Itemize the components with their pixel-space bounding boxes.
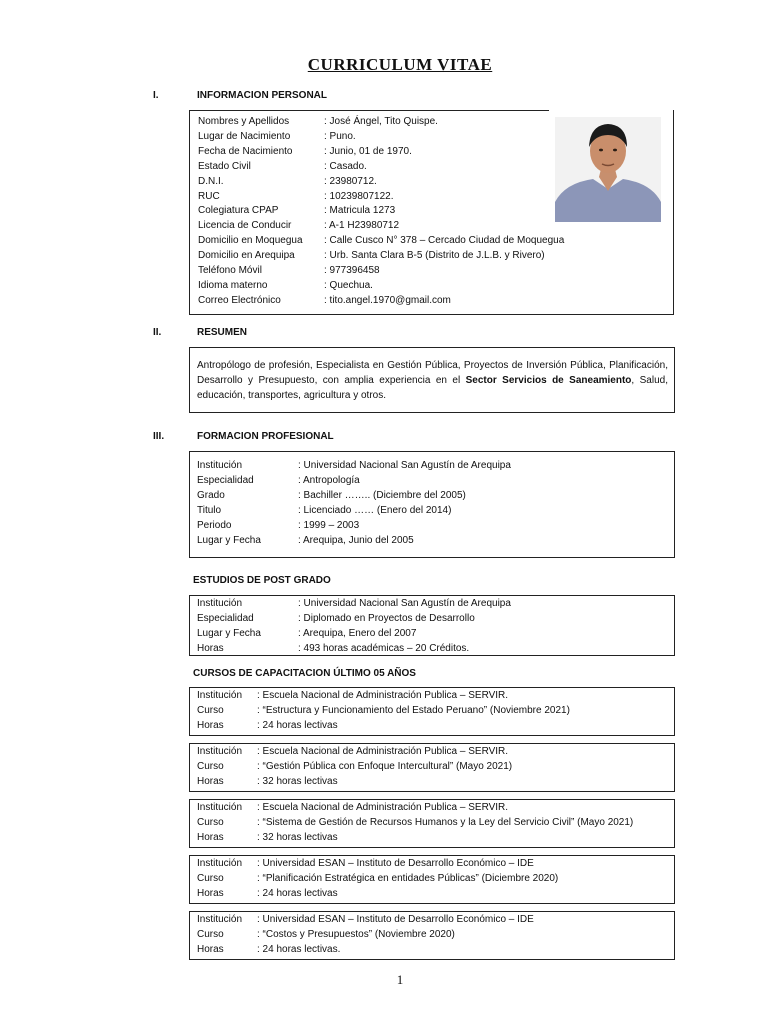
course-field-value: : “Planificación Estratégica en entidades Públicas” (Diciembre 2020) [257, 873, 559, 884]
profile-photo [555, 117, 661, 222]
course-field-label: Horas [197, 832, 224, 843]
personal-field-value: : A-1 H23980712 [324, 220, 400, 232]
course-field-label: Institución [197, 746, 243, 757]
postgrad-field-value: : Arequipa, Enero del 2007 [298, 628, 417, 639]
personal-field-label: Licencia de Conducir [198, 220, 292, 232]
postgrad-field-label: Especialidad [197, 613, 254, 624]
section-number-education: III. [153, 431, 165, 442]
course-field-label: Curso [197, 929, 224, 940]
education-field-value: : Licenciado …… (Enero del 2014) [298, 505, 452, 516]
postgrad-field-value: : Universidad Nacional San Agustín de Arequipa [298, 598, 511, 609]
personal-field-label: Fecha de Nacimiento [198, 145, 293, 157]
personal-field-label: Estado Civil [198, 160, 251, 172]
course-field-label: Curso [197, 761, 224, 772]
education-field-label: Periodo [197, 520, 232, 531]
course-field-value: : 32 horas lectivas [257, 776, 338, 787]
postgrad-field-label: Institución [197, 598, 243, 609]
personal-field-value: : Matricula 1273 [324, 205, 396, 217]
course-field-value: : Escuela Nacional de Administración Publica – SERVIR. [257, 802, 509, 813]
course-field-value: : Escuela Nacional de Administración Publica – SERVIR. [257, 746, 509, 757]
personal-field-value: : 977396458 [324, 265, 380, 276]
personal-field-label: Colegiatura CPAP [198, 205, 279, 217]
courses-title: CURSOS DE CAPACITACION ÚLTIMO 05 AÑOS [193, 668, 416, 679]
section-title-education: FORMACION PROFESIONAL [197, 431, 334, 442]
education-field-value: : Universidad Nacional San Agustín de Arequipa [298, 460, 511, 471]
course-field-value: : Universidad ESAN – Instituto de Desarrollo Económico – IDE [257, 858, 534, 869]
course-field-label: Institución [197, 802, 243, 813]
personal-field-value: : Quechua. [324, 279, 373, 291]
personal-field-label: Nombres y Apellidos [198, 116, 290, 127]
course-field-label: Horas [197, 776, 224, 787]
section-title-personal: INFORMACION PERSONAL [197, 90, 327, 101]
course-field-value: : “Estructura y Funcionamiento del Estado Peruano” (Noviembre 2021) [257, 705, 570, 716]
course-field-label: Horas [197, 720, 224, 731]
personal-field-label: RUC [198, 190, 220, 202]
section-title-summary: RESUMEN [197, 327, 248, 338]
postgrad-field-label: Lugar y Fecha [197, 628, 261, 639]
personal-field-value: : 23980712. [324, 175, 377, 187]
page-number: 1 [396, 972, 404, 987]
course-field-label: Curso [197, 817, 224, 828]
personal-field-value: : Casado. [324, 160, 367, 172]
course-field-value: : 24 horas lectivas [257, 720, 338, 731]
course-field-label: Institución [197, 914, 243, 925]
education-field-label: Grado [197, 490, 225, 501]
document-title: CURRICULUM VITAE [307, 55, 493, 74]
course-field-label: Curso [197, 873, 224, 884]
personal-field-label: Teléfono Móvil [198, 265, 262, 276]
personal-field-label: D.N.I. [198, 175, 224, 187]
education-field-value: : Arequipa, Junio del 2005 [298, 535, 414, 546]
course-field-value: : 24 horas lectivas [257, 888, 338, 899]
course-field-label: Institución [197, 690, 243, 701]
education-field-label: Especialidad [197, 475, 254, 486]
personal-field-value: : Urb. Santa Clara B-5 (Distrito de J.L.B. y Rivero) [324, 250, 545, 262]
course-field-label: Horas [197, 944, 224, 955]
course-field-label: Horas [197, 888, 224, 899]
education-field-value: : 1999 – 2003 [298, 520, 360, 531]
personal-field-label: Lugar de Nacimiento [198, 130, 291, 142]
postgrad-title: ESTUDIOS DE POST GRADO [193, 575, 331, 586]
personal-field-label: Correo Electrónico [198, 294, 281, 306]
postgrad-field-value: : 493 horas académicas – 20 Créditos. [298, 643, 470, 654]
postgrad-field-label: Horas [197, 643, 224, 654]
course-field-value: : “Costos y Presupuestos” (Noviembre 2020) [257, 929, 455, 940]
course-field-label: Institución [197, 858, 243, 869]
education-field-value: : Bachiller …….. (Diciembre del 2005) [298, 490, 466, 501]
course-field-value: : Universidad ESAN – Instituto de Desarrollo Económico – IDE [257, 914, 534, 925]
education-field-label: Titulo [197, 505, 222, 516]
education-field-label: Institución [197, 460, 243, 471]
personal-field-value: : Calle Cusco N° 378 – Cercado Ciudad de Moquegua [324, 235, 565, 247]
summary-text: Antropólogo de profesión, Especialista en Gestión Pública, Proyectos de Inversión Pública, Planificación, Desarrollo y Presupuesto, con amplia experiencia en el Sector Servicios de Saneamiento, Salud, educación, transportes, agricultura y otros. [197, 360, 668, 401]
personal-field-value: : 10239807122. [324, 190, 394, 202]
course-field-value: : “Sistema de Gestión de Recursos Humanos y la Ley del Servicio Civil” (Mayo 2021) [257, 817, 634, 828]
course-field-value: : “Gestión Pública con Enfoque Intercultural” (Mayo 2021) [257, 761, 513, 772]
course-field-value: : 24 horas lectivas. [257, 944, 341, 955]
personal-field-value: : Puno. [324, 130, 356, 142]
section-number-personal: I. [153, 90, 159, 101]
personal-field-value: : José Ángel, Tito Quispe. [324, 116, 438, 127]
personal-field-value: : Junio, 01 de 1970. [324, 145, 412, 157]
postgrad-field-value: : Diplomado en Proyectos de Desarrollo [298, 613, 475, 624]
personal-field-label: Domicilio en Moquegua [198, 235, 303, 247]
course-field-value: : 32 horas lectivas [257, 832, 338, 843]
personal-field-label: Domicilio en Arequipa [198, 250, 295, 262]
personal-field-value: : tito.angel.1970@gmail.com [324, 294, 451, 306]
course-field-label: Curso [197, 705, 224, 716]
person-icon [555, 117, 661, 222]
personal-field-label: Idioma materno [198, 279, 268, 291]
section-number-summary: II. [153, 327, 162, 338]
course-field-value: : Escuela Nacional de Administración Publica – SERVIR. [257, 690, 509, 701]
education-field-label: Lugar y Fecha [197, 535, 261, 546]
education-field-value: : Antropología [298, 475, 360, 486]
